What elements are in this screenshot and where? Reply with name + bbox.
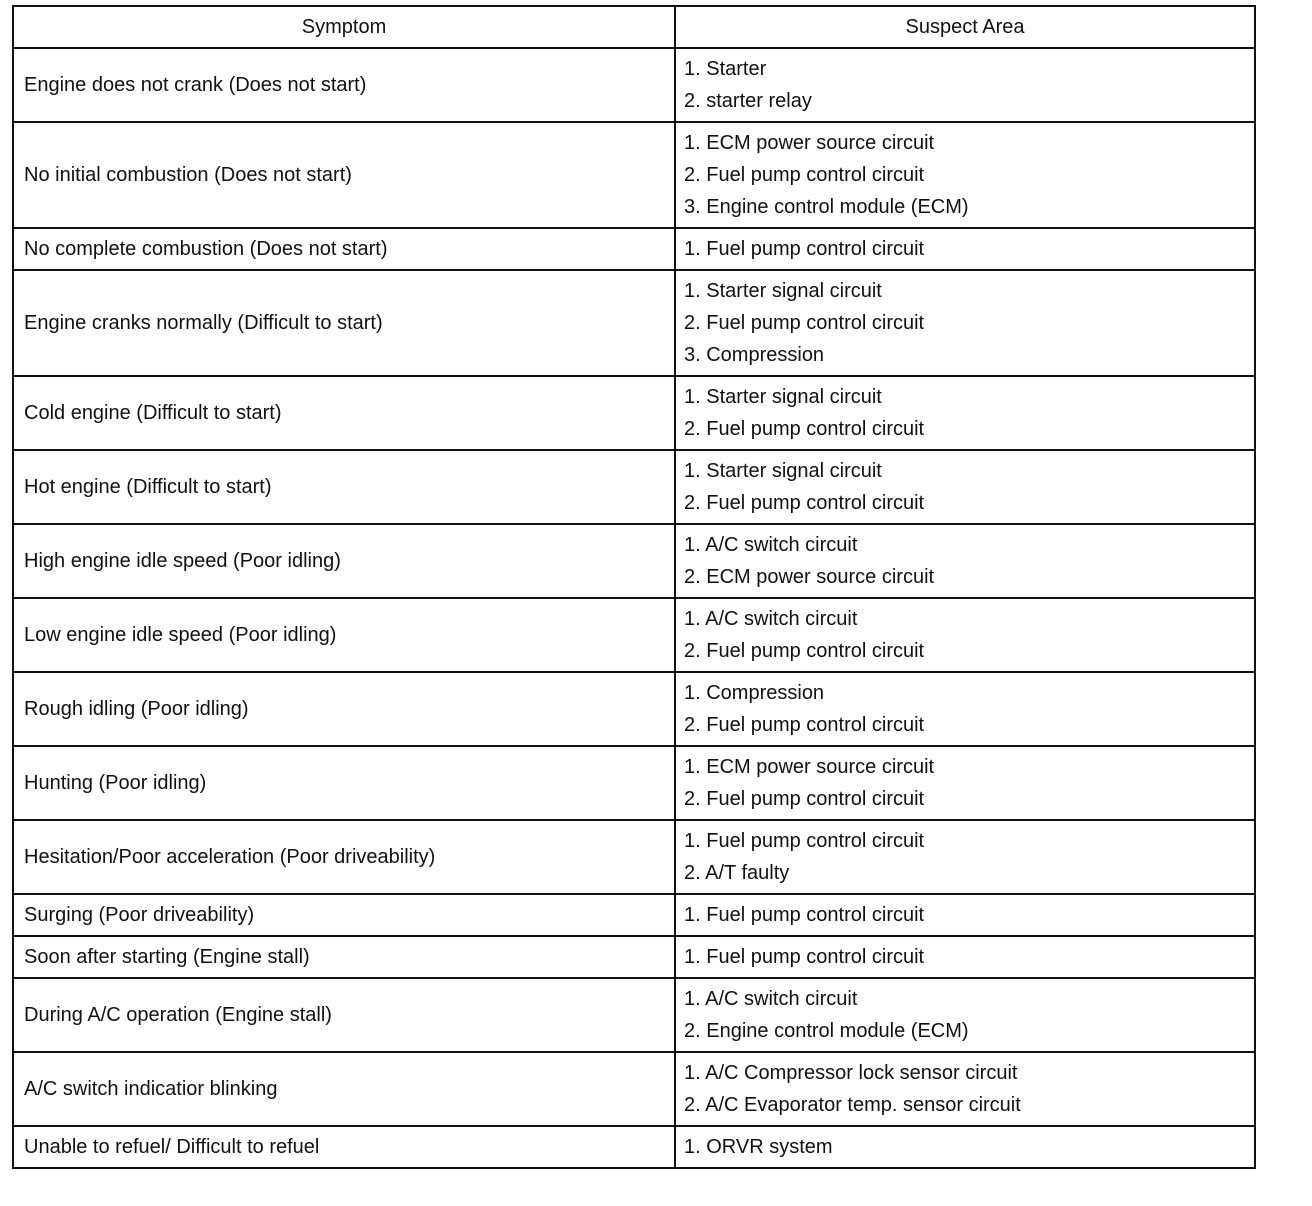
suspect-area-item: 1. A/C switch circuit	[684, 608, 858, 630]
symptom-cell: No complete combustion (Does not start)	[13, 228, 675, 270]
symptom-cell: Hot engine (Difficult to start)	[13, 450, 675, 524]
symptom-cell: No initial combustion (Does not start)	[13, 122, 675, 228]
table-row	[13, 228, 1255, 270]
header-row	[13, 6, 1255, 48]
suspect-area-item: 2. Fuel pump control circuit	[684, 640, 925, 662]
suspect-area-item: 1. Fuel pump control circuit	[684, 904, 925, 926]
suspect-area-item: 1. Starter signal circuit	[684, 280, 882, 302]
suspect-area-cell	[675, 598, 1255, 672]
suspect-area-cell	[675, 820, 1255, 894]
symptom-cell: During A/C operation (Engine stall)	[13, 978, 675, 1052]
suspect-area-item: 2. Fuel pump control circuit	[684, 312, 925, 334]
table-row	[13, 894, 1255, 936]
suspect-area-cell	[675, 524, 1255, 598]
suspect-area-cell	[675, 936, 1255, 978]
suspect-area-cell	[675, 1052, 1255, 1126]
suspect-area-cell	[675, 48, 1255, 122]
symptom-cell: Rough idling (Poor idling)	[13, 672, 675, 746]
table-row	[13, 48, 1255, 122]
suspect-area-item: 1. Fuel pump control circuit	[684, 830, 925, 852]
table-row	[13, 820, 1255, 894]
symptom-table-container	[12, 5, 1254, 1169]
table-row	[13, 978, 1255, 1052]
symptom-cell: A/C switch indicatior blinking	[13, 1052, 675, 1126]
suspect-area-cell	[675, 450, 1255, 524]
table-row	[13, 672, 1255, 746]
table-row	[13, 1052, 1255, 1126]
suspect-area-item: 2. A/T faulty	[684, 862, 790, 884]
column-header-symptom: Symptom	[13, 6, 675, 48]
suspect-area-item: 2. Fuel pump control circuit	[684, 788, 925, 810]
symptom-cell: Soon after starting (Engine stall)	[13, 936, 675, 978]
suspect-area-item: 1. Starter signal circuit	[684, 386, 882, 408]
suspect-area-item: 1. Fuel pump control circuit	[684, 238, 925, 260]
suspect-area-cell	[675, 978, 1255, 1052]
table-header	[13, 6, 1255, 48]
table-row	[13, 1126, 1255, 1168]
suspect-area-item: 2. starter relay	[684, 90, 812, 112]
table-row	[13, 270, 1255, 376]
suspect-area-item: 3. Engine control module (ECM)	[684, 196, 969, 218]
symptom-cell: Hesitation/Poor acceleration (Poor driveability)	[13, 820, 675, 894]
symptom-cell: Hunting (Poor idling)	[13, 746, 675, 820]
suspect-area-item: 2. Fuel pump control circuit	[684, 418, 925, 440]
suspect-area-item: 1. A/C switch circuit	[684, 988, 858, 1010]
suspect-area-item: 1. ORVR system	[684, 1136, 833, 1158]
column-header-suspect-area: Suspect Area	[675, 6, 1255, 48]
suspect-area-item: 2. Fuel pump control circuit	[684, 492, 925, 514]
table-row	[13, 746, 1255, 820]
suspect-area-item: 1. ECM power source circuit	[684, 756, 935, 778]
table-body	[13, 48, 1255, 1168]
symptom-cell: High engine idle speed (Poor idling)	[13, 524, 675, 598]
suspect-area-item: 1. Starter signal circuit	[684, 460, 882, 482]
suspect-area-item: 2. ECM power source circuit	[684, 566, 935, 588]
table-row	[13, 122, 1255, 228]
symptom-table	[12, 5, 1256, 1169]
suspect-area-cell	[675, 1126, 1255, 1168]
suspect-area-cell	[675, 270, 1255, 376]
suspect-area-cell	[675, 672, 1255, 746]
suspect-area-cell	[675, 376, 1255, 450]
table-row	[13, 376, 1255, 450]
suspect-area-item: 1. Starter	[684, 58, 767, 80]
suspect-area-item: 2. Fuel pump control circuit	[684, 714, 925, 736]
symptom-cell: Unable to refuel/ Difficult to refuel	[13, 1126, 675, 1168]
table-row	[13, 450, 1255, 524]
table-row	[13, 598, 1255, 672]
symptom-cell: Surging (Poor driveability)	[13, 894, 675, 936]
symptom-cell: Engine does not crank (Does not start)	[13, 48, 675, 122]
table-row	[13, 524, 1255, 598]
symptom-cell: Cold engine (Difficult to start)	[13, 376, 675, 450]
suspect-area-cell	[675, 228, 1255, 270]
suspect-area-item: 1. A/C Compressor lock sensor circuit	[684, 1062, 1018, 1084]
suspect-area-item: 1. ECM power source circuit	[684, 132, 935, 154]
table-row	[13, 936, 1255, 978]
suspect-area-cell	[675, 894, 1255, 936]
suspect-area-item: 1. Compression	[684, 682, 825, 704]
suspect-area-item: 3. Compression	[684, 344, 825, 366]
suspect-area-cell	[675, 746, 1255, 820]
suspect-area-cell	[675, 122, 1255, 228]
suspect-area-item: 1. A/C switch circuit	[684, 534, 858, 556]
symptom-cell: Low engine idle speed (Poor idling)	[13, 598, 675, 672]
suspect-area-item: 2. A/C Evaporator temp. sensor circuit	[684, 1094, 1021, 1116]
symptom-cell: Engine cranks normally (Difficult to start)	[13, 270, 675, 376]
suspect-area-item: 1. Fuel pump control circuit	[684, 946, 925, 968]
suspect-area-item: 2. Fuel pump control circuit	[684, 164, 925, 186]
suspect-area-item: 2. Engine control module (ECM)	[684, 1020, 969, 1042]
